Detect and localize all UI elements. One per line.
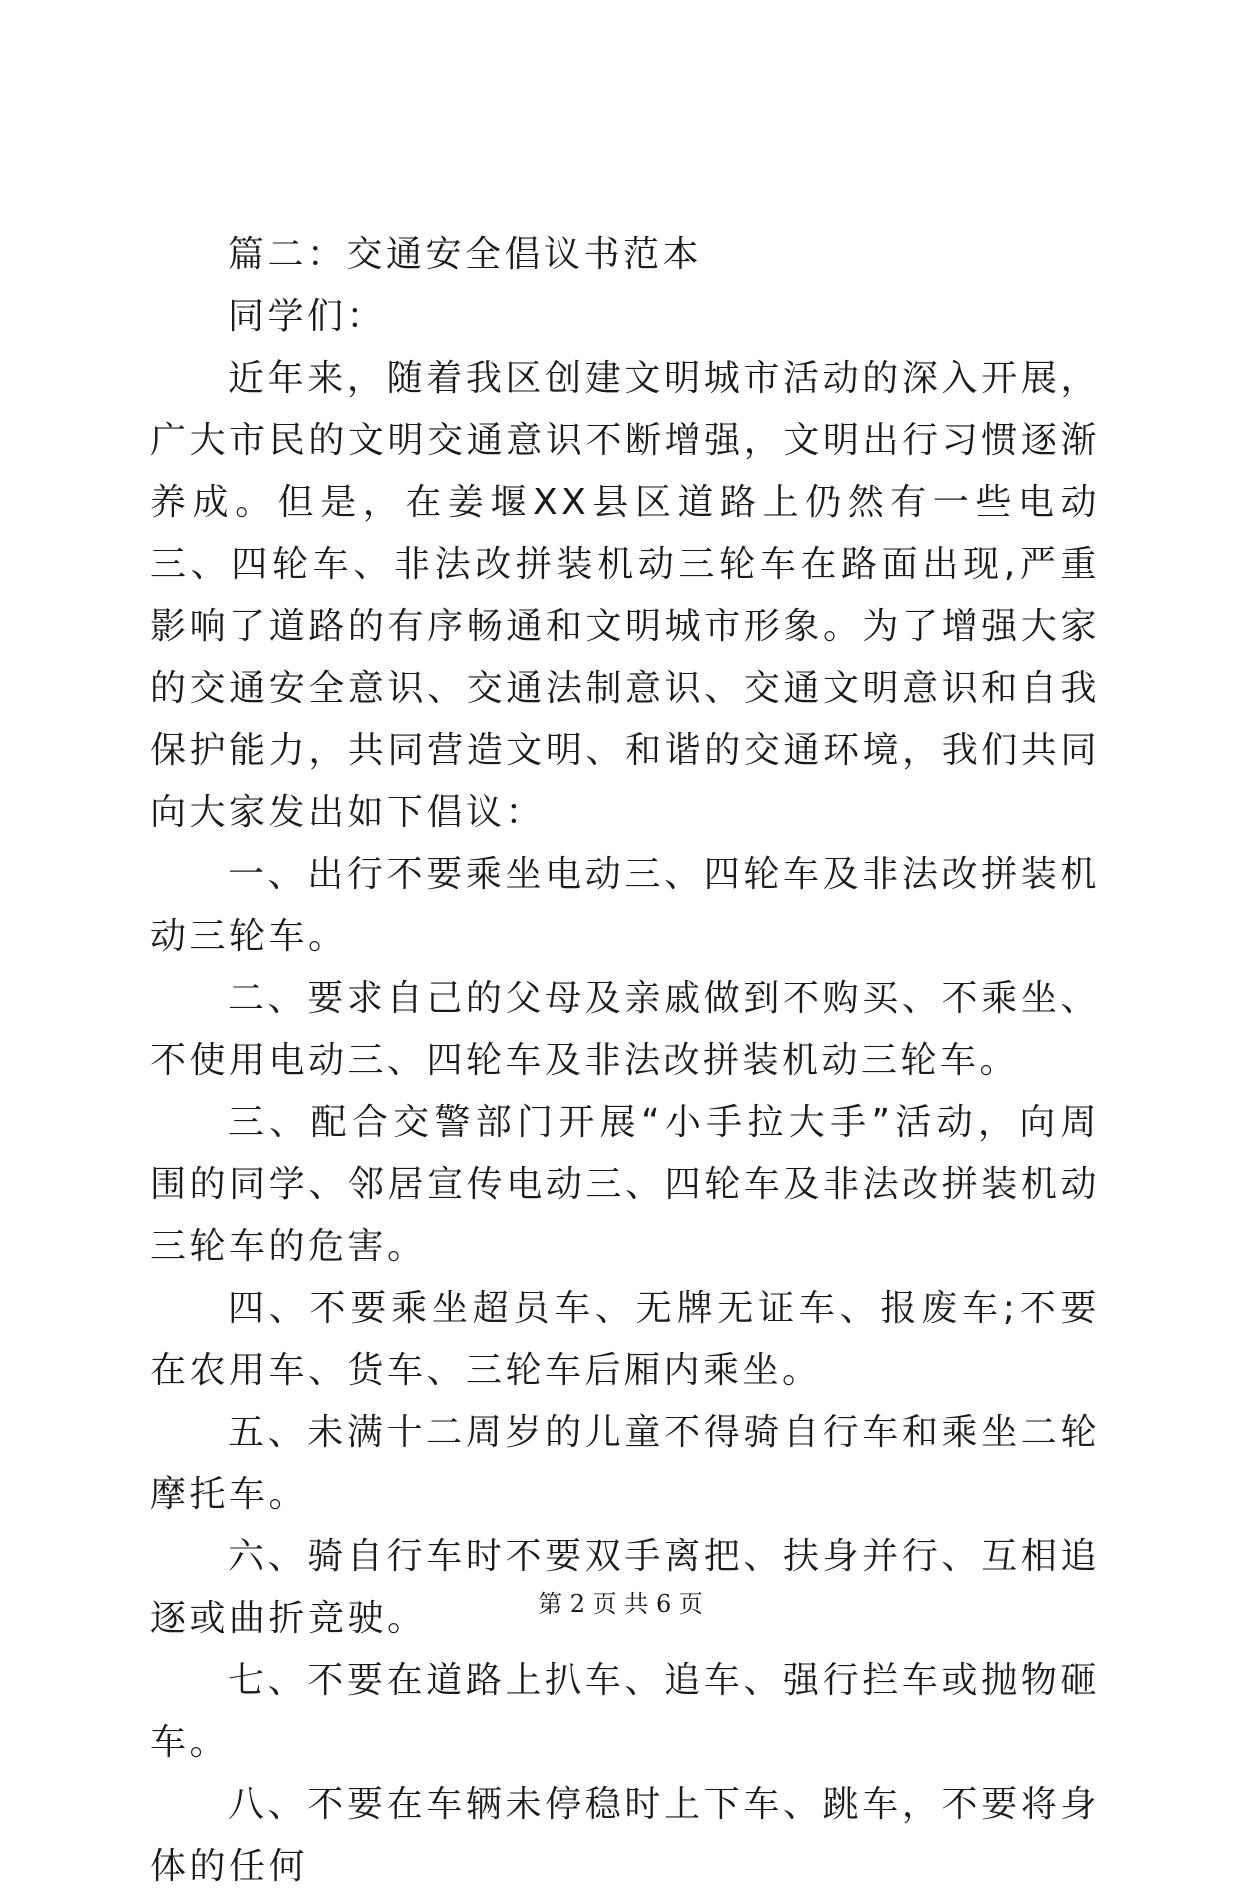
proposal-item-1: 一、出行不要乘坐电动三、四轮车及非法改拼装机动三轮车。: [150, 854, 1100, 957]
document-body: [150, 224, 1100, 1898]
proposal-item-6: 六、骑自行车时不要双手离把、扶身并行、互相追逐或曲折竞驶。: [150, 1536, 1100, 1639]
intro-paragraph: 近年来，随着我区创建文明城市活动的深入开展，广大市民的文明交通意识不断增强，文明出行习惯逐渐养成。但是，在姜堰XX县区道路上仍然有一些电动三、四轮车、非法改拼装机动三轮车在路面出现,严重影响了道路的有序畅通和文明城市形象。为了增强大家的交通安全意识、交通法制意识、交通文明意识和自我保护能力，共同营造文明、和谐的交通环境，我们共同向大家发出如下倡议：: [150, 358, 1100, 833]
page-number-footer: 第 2 页 共 6 页: [538, 1590, 703, 1618]
proposal-item-2: 二、要求自己的父母及亲戚做到不购买、不乘坐、不使用电动三、四轮车及非法改拼装机动三轮车。: [150, 978, 1100, 1081]
section-title: 篇二：交通安全倡议书范本: [228, 234, 703, 275]
proposal-item-8: 八、不要在车辆未停稳时上下车、跳车，不要将身体的任何: [150, 1784, 1100, 1887]
salutation: 同学们：: [228, 296, 387, 337]
proposal-item-3: 三、配合交警部门开展“小手拉大手”活动，向周围的同学、邻居宣传电动三、四轮车及非法改拼装机动三轮车的危害。: [150, 1102, 1100, 1267]
proposal-item-5: 五、未满十二周岁的儿童不得骑自行车和乘坐二轮摩托车。: [150, 1412, 1100, 1515]
proposal-item-7: 七、不要在道路上扒车、追车、强行拦车或抛物砸车。: [150, 1660, 1100, 1763]
proposal-item-4: 四、不要乘坐超员车、无牌无证车、报废车;不要在农用车、货车、三轮车后厢内乘坐。: [150, 1288, 1100, 1391]
